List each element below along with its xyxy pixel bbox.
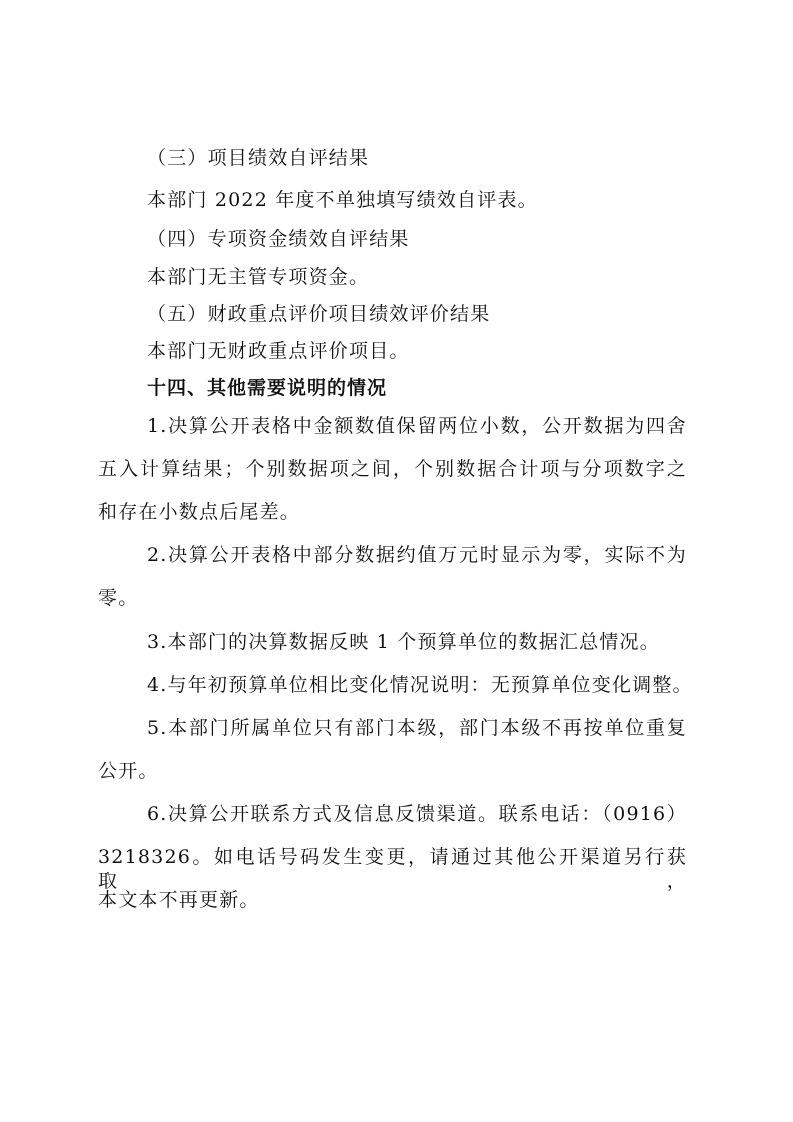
- section-4-body: 本部门无主管专项资金。: [147, 266, 370, 288]
- item-4: 4.与年初预算单位相比变化情况说明：无预算单位变化调整。: [147, 674, 693, 696]
- item-5-line-2: 公开。: [98, 760, 159, 782]
- section-3-body: 本部门 2022 年度不单独填写绩效自评表。: [147, 189, 538, 211]
- section-5-title: （五）财政重点评价项目绩效评价结果: [147, 303, 491, 325]
- item-1-line-3: 和存在小数点后尾差。: [98, 501, 301, 523]
- item-6-line-2: 3218326。如电话号码发生变更，请通过其他公开渠道另行获取，: [98, 846, 687, 892]
- item-5-line-1: 5.本部门所属单位只有部门本级，部门本级不再按单位重复: [147, 717, 687, 739]
- item-1-line-1: 1.决算公开表格中金额数值保留两位小数，公开数据为四舍: [147, 415, 687, 437]
- item-2-line-1: 2.决算公开表格中部分数据约值万元时显示为零，实际不为: [147, 544, 687, 566]
- item-1-line-2: 五入计算结果；个别数据项之间，个别数据合计项与分项数字之: [98, 458, 687, 480]
- item-6-line-3: 本文本不再更新。: [98, 889, 260, 911]
- item-2-line-2: 零。: [98, 587, 139, 609]
- section-5-body: 本部门无财政重点评价项目。: [147, 340, 410, 362]
- section-4-title: （四）专项资金绩效自评结果: [147, 228, 410, 250]
- item-3: 3.本部门的决算数据反映 1 个预算单位的数据汇总情况。: [147, 631, 660, 653]
- chapter-14-title: 十四、其他需要说明的情况: [147, 377, 388, 399]
- item-6-line-1: 6.决算公开联系方式及信息反馈渠道。联系电话：（0916）: [147, 803, 687, 825]
- section-3-title: （三）项目绩效自评结果: [147, 147, 370, 169]
